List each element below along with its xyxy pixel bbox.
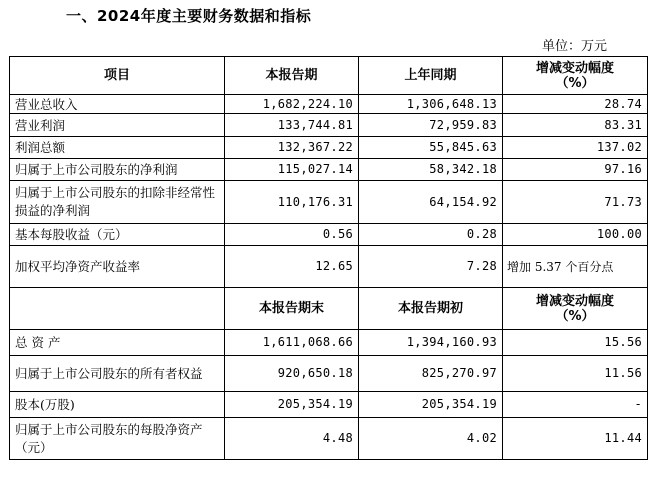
header-item: 项目 <box>10 57 225 95</box>
row-current-value: 1,611,068.66 <box>225 330 359 356</box>
row-prior-value: 55,845.63 <box>359 137 503 159</box>
row-change-value: 137.02 <box>503 137 648 159</box>
unit-label: 单位：万元 <box>541 39 607 54</box>
table-row <box>10 392 648 418</box>
row-current-value: 132,367.22 <box>225 137 359 159</box>
table-row <box>10 246 648 288</box>
header-period-end: 本报告期末 <box>225 288 359 330</box>
row-prior-value: 1,394,160.93 <box>359 330 503 356</box>
row-current-value: 205,354.19 <box>225 392 359 418</box>
table-subheader-row <box>10 288 648 330</box>
row-label: 归属于上市公司股东的扣除非经常性损益的净利润 <box>10 181 225 224</box>
row-label: 利润总额 <box>10 137 225 159</box>
row-change-value: - <box>503 392 648 418</box>
table-row <box>10 181 648 224</box>
row-current-value: 0.56 <box>225 224 359 246</box>
row-current-value: 1,682,224.10 <box>225 95 359 114</box>
header-change <box>503 57 648 95</box>
subheader-empty-cell <box>10 288 225 330</box>
row-change-value: 15.56 <box>503 330 648 356</box>
row-label: 营业总收入 <box>10 95 225 114</box>
row-label: 归属于上市公司股东的所有者权益 <box>10 356 225 392</box>
table-row <box>10 356 648 392</box>
row-change-value: 97.16 <box>503 159 648 181</box>
row-change-value: 增加 5.37 个百分点 <box>503 246 648 288</box>
row-label: 归属于上市公司股东的净利润 <box>10 159 225 181</box>
row-prior-value: 4.02 <box>359 418 503 460</box>
row-prior-value: 72,959.83 <box>359 114 503 137</box>
financial-data-table <box>9 56 648 460</box>
table-row <box>10 418 648 460</box>
row-change-value: 28.74 <box>503 95 648 114</box>
row-label: 归属于上市公司股东的每股净资产（元） <box>10 418 225 460</box>
table-row <box>10 159 648 181</box>
row-label: 基本每股收益（元） <box>10 224 225 246</box>
table-header-row <box>10 57 648 95</box>
header-change-line1: 增减变动幅度 <box>535 293 614 309</box>
row-current-value: 920,650.18 <box>225 356 359 392</box>
row-prior-value: 64,154.92 <box>359 181 503 224</box>
header-change-line2: （%） <box>555 308 595 324</box>
row-label: 股本(万股) <box>10 392 225 418</box>
header-change <box>503 288 648 330</box>
row-label: 加权平均净资产收益率 <box>10 246 225 288</box>
row-prior-value: 7.28 <box>359 246 503 288</box>
row-change-value: 71.73 <box>503 181 648 224</box>
header-period-start: 本报告期初 <box>359 288 503 330</box>
row-change-value: 11.56 <box>503 356 648 392</box>
row-current-value: 110,176.31 <box>225 181 359 224</box>
row-prior-value: 825,270.97 <box>359 356 503 392</box>
row-current-value: 4.48 <box>225 418 359 460</box>
row-change-value: 11.44 <box>503 418 648 460</box>
table-row <box>10 137 648 159</box>
table-row <box>10 114 648 137</box>
row-change-value: 100.00 <box>503 224 648 246</box>
table-row <box>10 95 648 114</box>
row-prior-value: 58,342.18 <box>359 159 503 181</box>
row-prior-value: 205,354.19 <box>359 392 503 418</box>
row-prior-value: 1,306,648.13 <box>359 95 503 114</box>
table-row <box>10 330 648 356</box>
row-current-value: 12.65 <box>225 246 359 288</box>
header-change-line1: 增减变动幅度 <box>535 60 614 76</box>
row-current-value: 133,744.81 <box>225 114 359 137</box>
section-title: 一、2024年度主要财务数据和指标 <box>66 7 312 25</box>
table-row <box>10 224 648 246</box>
row-label: 总 资 产 <box>10 330 225 356</box>
row-change-value: 83.31 <box>503 114 648 137</box>
header-current-period: 本报告期 <box>225 57 359 95</box>
row-current-value: 115,027.14 <box>225 159 359 181</box>
header-change-line2: （%） <box>555 75 595 91</box>
row-prior-value: 0.28 <box>359 224 503 246</box>
row-label: 营业利润 <box>10 114 225 137</box>
header-prior-period: 上年同期 <box>359 57 503 95</box>
